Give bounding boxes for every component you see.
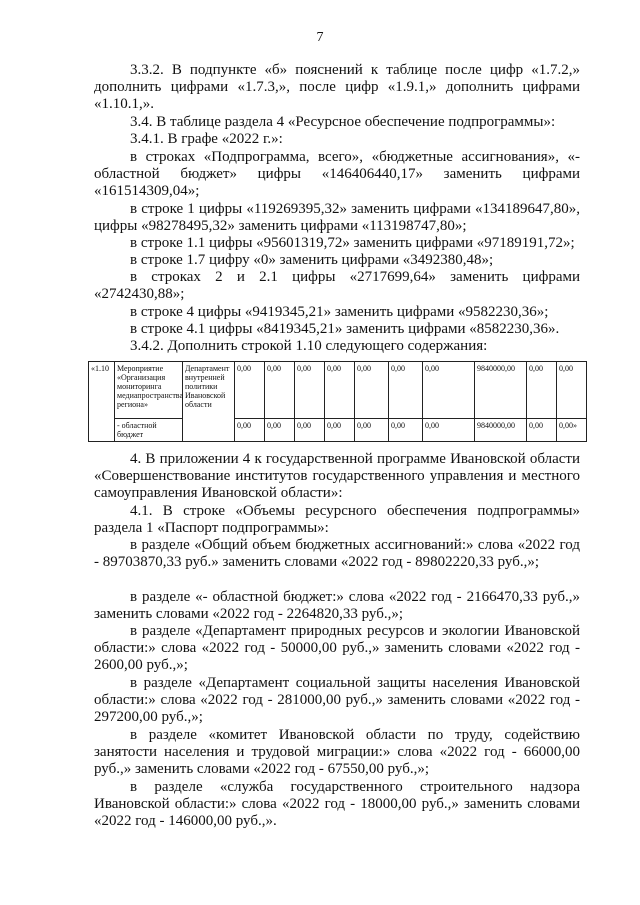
paragraph-3-4: 3.4. В таблице раздела 4 «Ресурсное обеспечение подпрограммы»:: [130, 114, 556, 130]
table-cell: 0,00: [557, 362, 587, 419]
paragraph-row-4-1: в строке 4.1 цифры «8419345,21» заменить цифрами «8582230,36».: [130, 321, 560, 337]
paragraph-row-1-7: в строке 1.7 цифру «0» заменить цифрами «3492380,48»;: [130, 252, 494, 268]
paragraph-row-1: в строке 1 цифры «119269395,32» заменить цифрами «134189647,80», цифры «98278495,32» заменить цифрами «113198747,80»;: [94, 201, 580, 235]
table-cell: 9840000,00: [475, 362, 527, 419]
executor: Департамент внутренней политики Ивановской области: [183, 362, 235, 442]
page-number: 7: [316, 30, 324, 45]
table-cell: 0,00: [295, 419, 325, 442]
paragraph-3-4-2: 3.4.2. Дополнить строкой 1.10 следующего содержания:: [130, 338, 488, 354]
table-cell: 0,00: [527, 419, 557, 442]
table-cell: 0,00: [295, 362, 325, 419]
table-cell: 0,00: [265, 362, 295, 419]
table-cell: 0,00»: [557, 419, 587, 442]
measure-name: Мероприятие «Организация мониторинга медиапространства региона»: [115, 362, 183, 419]
table-cell: 9840000,00: [475, 419, 527, 442]
paragraph-total-volume: в разделе «Общий объем бюджетных ассигнований:» слова «2022 год - 89703870,33 руб.» заменить словами «2022 год - 89802220,33 руб.,»;: [94, 537, 580, 571]
table-cell: 0,00: [325, 419, 355, 442]
table-row: [89, 419, 587, 442]
table-cell: 0,00: [355, 419, 389, 442]
table-cell: 0,00: [235, 419, 265, 442]
table-cell: 0,00: [389, 362, 423, 419]
table-cell: 0,00: [389, 419, 423, 442]
paragraph-rows-2: в строках 2 и 2.1 цифры «2717699,64» заменить цифрами «2742430,88»;: [94, 269, 580, 303]
paragraph-rows-total: в строках «Подпрограмма, всего», «бюджетные ассигнования», «- областной бюджет» цифры «146406440,17» заменить цифрами «161514309,04»;: [94, 149, 580, 200]
row-number: «1.10: [89, 362, 115, 442]
table-row: [89, 362, 587, 419]
paragraph-natural-resources: в разделе «Департамент природных ресурсов и экологии Ивановской области:» слова «2022 год - 50000,00 руб.,» заменить словами «2022 год - 2600,00 руб.,»;: [94, 623, 580, 674]
table-cell: 0,00: [423, 362, 475, 419]
paragraph-3-3-2: 3.3.2. В подпункте «б» пояснений к таблице после цифр «1.7.2,» дополнить цифрами «1.7.3,», после цифр «1.9.1,» дополнить цифрами «1.10.1,».: [94, 62, 580, 113]
paragraph-4: 4. В приложении 4 к государственной программе Ивановской области «Совершенствование институтов государственного управления и местного самоуправления Ивановской области»:: [94, 451, 580, 502]
paragraph-social-protection: в разделе «Департамент социальной защиты населения Ивановской области:» слова «2022 год - 281000,00 руб.,» заменить словами «2022 год - 297200,00 руб.,»;: [94, 675, 580, 726]
paragraph-3-4-1: 3.4.1. В графе «2022 г.»:: [130, 131, 283, 147]
budget-source: - областной бюджет: [115, 419, 183, 442]
paragraph-4-1: 4.1. В строке «Объемы ресурсного обеспечения подпрограммы» раздела 1 «Паспорт подпрограммы»:: [94, 503, 580, 537]
table-cell: 0,00: [265, 419, 295, 442]
paragraph-row-4: в строке 4 цифры «9419345,21» заменить цифрами «9582230,36»;: [130, 304, 549, 320]
paragraph-labor-committee: в разделе «комитет Ивановской области по труду, содействию занятости населения и трудовой миграции:» слова «2022 год - 66000,00 руб.,» заменить словами «2022 год - 67550,00 руб.,»;: [94, 727, 580, 778]
paragraph-regional-budget: в разделе «- областной бюджет:» слова «2022 год - 2166470,33 руб.,» заменить словами «2022 год - 2264820,33 руб.,»;: [94, 589, 580, 623]
table-cell: 0,00: [235, 362, 265, 419]
table-cell: 0,00: [325, 362, 355, 419]
table-cell: 0,00: [355, 362, 389, 419]
table-cell: 0,00: [423, 419, 475, 442]
paragraph-construction-supervision: в разделе «служба государственного строительного надзора Ивановской области:» слова «2022 год - 18000,00 руб.,» заменить словами «2022 год - 146000,00 руб.,».: [94, 779, 580, 830]
paragraph-row-1-1: в строке 1.1 цифры «95601319,72» заменить цифрами «97189191,72»;: [130, 235, 575, 251]
table-cell: 0,00: [527, 362, 557, 419]
inserted-table: [88, 361, 587, 442]
